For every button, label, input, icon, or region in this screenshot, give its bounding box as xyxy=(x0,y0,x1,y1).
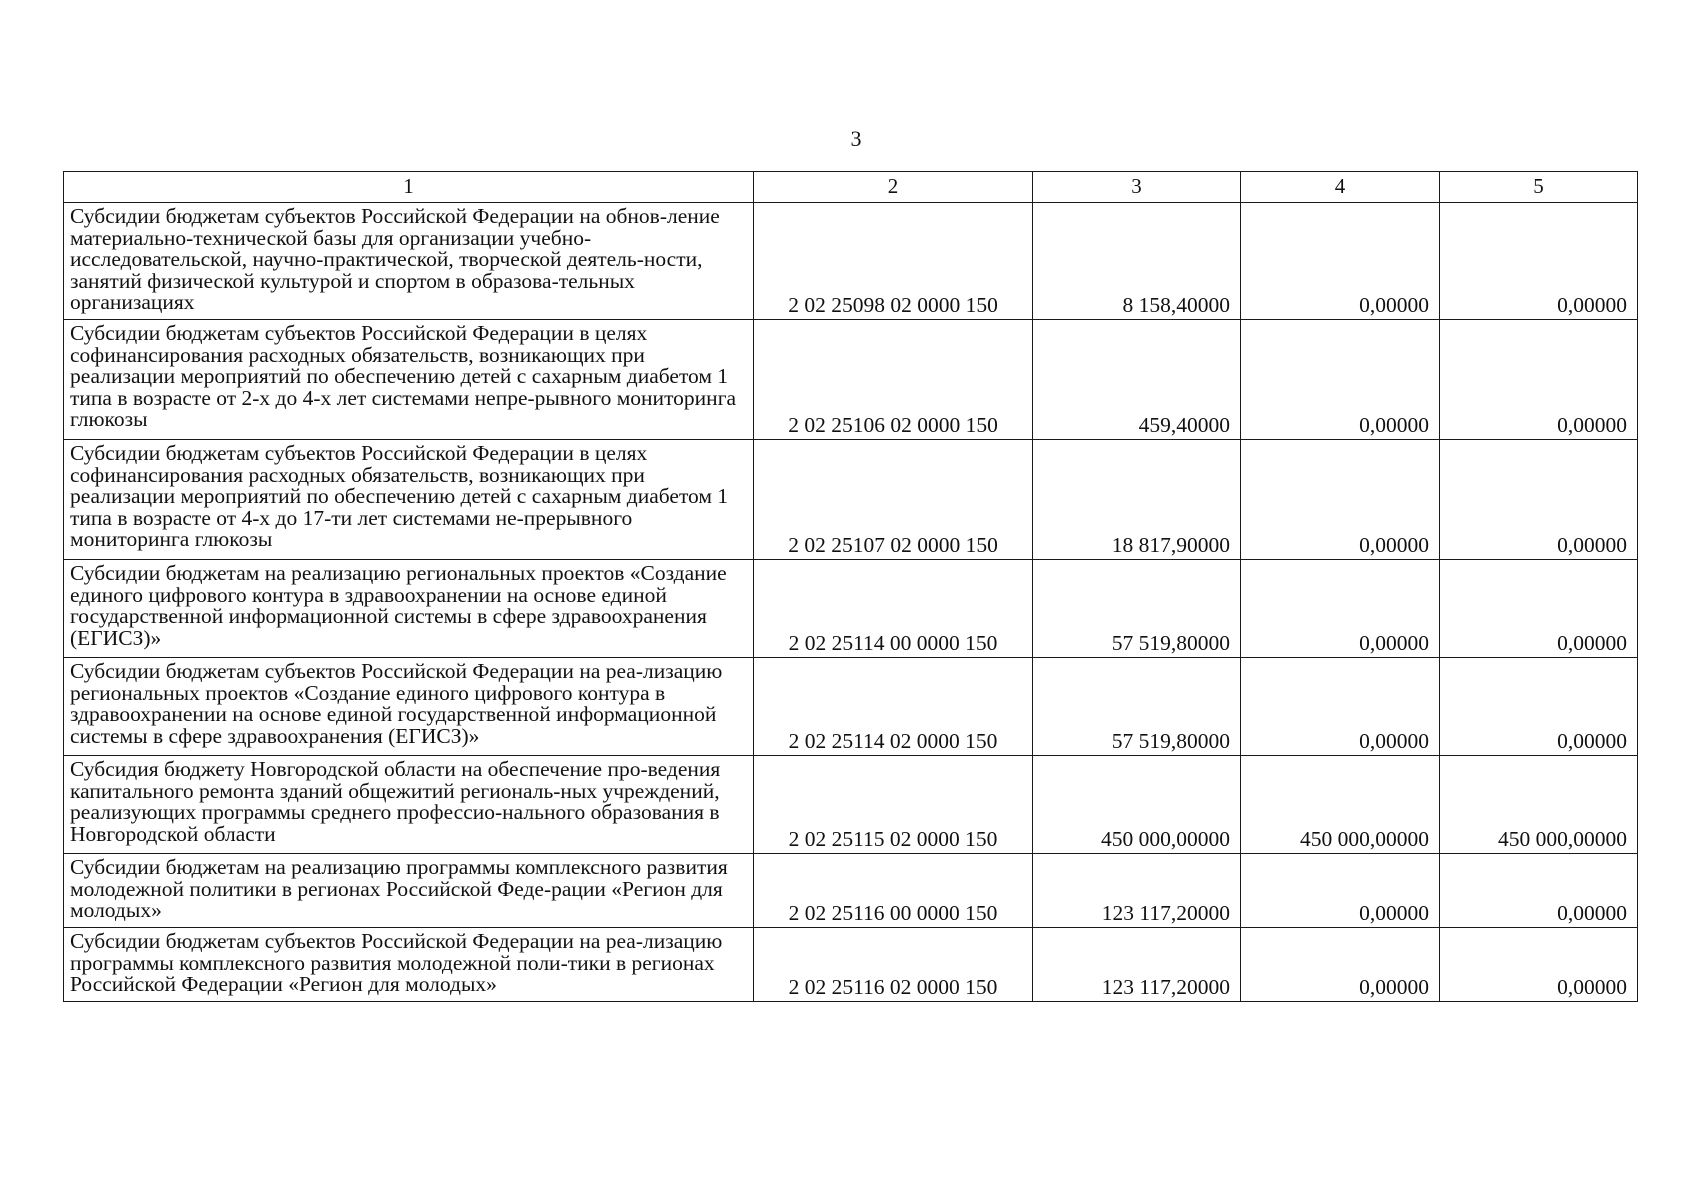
row-value-col4: 0,00000 xyxy=(1241,854,1440,928)
row-value-col4: 0,00000 xyxy=(1241,320,1440,440)
row-code: 2 02 25106 02 0000 150 xyxy=(754,320,1033,440)
row-name: Субсидии бюджетам на реализацию программы комплексного развития молодежной политики в регионах Российской Феде-рации «Регион для молодых» xyxy=(64,854,754,928)
row-code: 2 02 25116 00 0000 150 xyxy=(754,854,1033,928)
row-value-col3: 8 158,40000 xyxy=(1033,203,1241,320)
table-row xyxy=(64,440,1638,560)
row-value-col5: 0,00000 xyxy=(1440,560,1638,658)
table-row xyxy=(64,854,1638,928)
row-name: Субсидии бюджетам субъектов Российской Федерации на реа-лизацию программы комплексного развития молодежной поли-тики в регионах Российской Федерации «Регион для молодых» xyxy=(64,928,754,1002)
row-name: Субсидии бюджетам на реализацию региональных проектов «Создание единого цифрового контура в здравоохранении на основе единой государственной информационной системы в сфере здравоохранения (ЕГИСЗ)» xyxy=(64,560,754,658)
row-value-col4: 0,00000 xyxy=(1241,560,1440,658)
row-value-col5: 0,00000 xyxy=(1440,854,1638,928)
row-code: 2 02 25107 02 0000 150 xyxy=(754,440,1033,560)
row-name: Субсидии бюджетам субъектов Российской Федерации в целях софинансирования расходных обязательств, возникающих при реализации мероприятий по обеспечению детей с сахарным диабетом 1 типа в возрасте от 2-х до 4-х лет системами непре-рывного мониторинга глюкозы xyxy=(64,320,754,440)
row-value-col3: 57 519,80000 xyxy=(1033,560,1241,658)
row-code: 2 02 25116 02 0000 150 xyxy=(754,928,1033,1002)
row-value-col3: 123 117,20000 xyxy=(1033,854,1241,928)
column-header-1: 1 xyxy=(64,172,754,203)
row-value-col4: 0,00000 xyxy=(1241,203,1440,320)
row-code: 2 02 25114 00 0000 150 xyxy=(754,560,1033,658)
table-header-row xyxy=(64,172,1638,203)
budget-table xyxy=(63,171,1638,1002)
column-header-5: 5 xyxy=(1440,172,1638,203)
row-name: Субсидии бюджетам субъектов Российской Федерации на обнов-ление материально-технической базы для организации учебно-исследовательской, научно-практической, творческой деятель-ности, занятий физической культурой и спортом в образова-тельных организациях xyxy=(64,203,754,320)
table-row xyxy=(64,320,1638,440)
table-row xyxy=(64,928,1638,1002)
table-row xyxy=(64,560,1638,658)
column-header-4: 4 xyxy=(1241,172,1440,203)
row-value-col5: 0,00000 xyxy=(1440,203,1638,320)
row-name: Субсидии бюджетам субъектов Российской Федерации на реа-лизацию региональных проектов «Создание единого цифрового контура в здравоохранении на основе единой государственной информационной системы в сфере здравоохранения (ЕГИСЗ)» xyxy=(64,658,754,756)
row-value-col3: 18 817,90000 xyxy=(1033,440,1241,560)
row-value-col3: 459,40000 xyxy=(1033,320,1241,440)
row-value-col5: 0,00000 xyxy=(1440,928,1638,1002)
row-value-col4: 0,00000 xyxy=(1241,928,1440,1002)
row-code: 2 02 25098 02 0000 150 xyxy=(754,203,1033,320)
column-header-2: 2 xyxy=(754,172,1033,203)
row-value-col4: 0,00000 xyxy=(1241,658,1440,756)
row-value-col3: 450 000,00000 xyxy=(1033,756,1241,854)
page-number: 3 xyxy=(850,126,862,151)
row-name: Субсидии бюджетам субъектов Российской Федерации в целях софинансирования расходных обязательств, возникающих при реализации мероприятий по обеспечению детей с сахарным диабетом 1 типа в возрасте от 4-х до 17-ти лет системами не-прерывного мониторинга глюкозы xyxy=(64,440,754,560)
row-value-col5: 450 000,00000 xyxy=(1440,756,1638,854)
row-value-col5: 0,00000 xyxy=(1440,320,1638,440)
row-value-col5: 0,00000 xyxy=(1440,440,1638,560)
table-row xyxy=(64,756,1638,854)
row-code: 2 02 25114 02 0000 150 xyxy=(754,658,1033,756)
row-value-col3: 57 519,80000 xyxy=(1033,658,1241,756)
row-value-col5: 0,00000 xyxy=(1440,658,1638,756)
row-value-col3: 123 117,20000 xyxy=(1033,928,1241,1002)
row-code: 2 02 25115 02 0000 150 xyxy=(754,756,1033,854)
table-row xyxy=(64,203,1638,320)
row-name: Субсидия бюджету Новгородской области на обеспечение про-ведения капитального ремонта зданий общежитий региональ-ных учреждений, реализующих программы среднего профессио-нального образования в Новгородской области xyxy=(64,756,754,854)
table-row xyxy=(64,658,1638,756)
column-header-3: 3 xyxy=(1033,172,1241,203)
row-value-col4: 0,00000 xyxy=(1241,440,1440,560)
row-value-col4: 450 000,00000 xyxy=(1241,756,1440,854)
